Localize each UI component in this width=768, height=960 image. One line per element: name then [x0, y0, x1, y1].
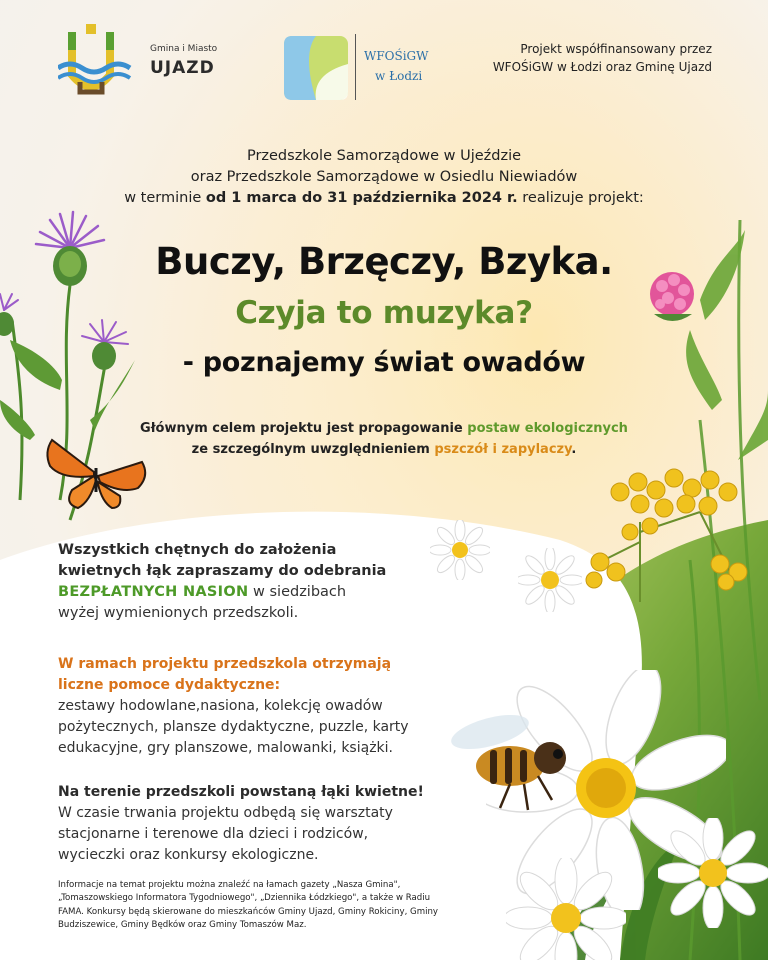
invite-rest1: w siedzibach — [253, 584, 347, 600]
intro-text — [0, 146, 768, 209]
intro-line1: Przedszkole Samorządowe w Ujeździe — [246, 148, 522, 164]
intro-date-range: od 1 marca do 31 października 2024 r. — [205, 190, 518, 206]
goal-mid: ze szczególnym uwzględnieniem — [191, 442, 430, 457]
aids-body2: pożytecznych, plansze dydaktyczne, puzzle, karty — [58, 719, 409, 735]
tansy-flower-icon — [580, 452, 760, 602]
footer-line1: Informacje na temat projektu można znaleźć na łamach gazety „Nasza Gmina", — [58, 880, 401, 890]
daisy-flower-icon — [658, 818, 768, 928]
intro-line3-pre: w terminie — [124, 190, 202, 206]
intro-line2: oraz Przedszkole Samorządowe w Osiedlu Niewiadów — [190, 169, 578, 185]
goal-orange: pszczół i zapylaczy — [434, 442, 572, 457]
goal-pre: Głównym celem projektu jest propagowanie — [140, 421, 463, 436]
title-line3: - poznajemy świat owadów — [182, 347, 586, 378]
ujazd-logo-small-text: Gmina i Miasto — [150, 44, 218, 54]
footer-line2: „Tomaszowskiego Informatora Tygodniowego", „Dziennika Łódzkiego", a także w Radiu — [58, 893, 431, 904]
wfos-logo-icon — [282, 34, 350, 102]
meadow-body3: wycieczki oraz konkursy ekologiczne. — [58, 847, 319, 863]
wfos-logo-divider — [355, 34, 356, 100]
intro-line3 — [0, 188, 768, 209]
ujazd-logo — [58, 20, 228, 102]
aids-body1: zestawy hodowlane,nasiona, kolekcję owadów — [58, 698, 383, 714]
daisy-flower-icon — [506, 858, 626, 960]
cofinance-line2: WFOŚiGW w Łodzi oraz Gminę Ujazd — [492, 60, 712, 74]
wfos-logo — [282, 32, 432, 102]
invite-line1: Wszystkich chętnych do założenia — [58, 542, 337, 558]
goal-end: . — [571, 442, 577, 457]
meadow-block — [58, 782, 438, 866]
bee-icon — [430, 712, 580, 822]
meadow-body1: W czasie trwania projektu odbędą się warsztaty — [58, 805, 393, 821]
goal-green: postaw ekologicznych — [467, 421, 628, 436]
invite-line2: kwietnych łąk zapraszamy do odebrania — [58, 563, 387, 579]
title-line1: Buczy, Brzęczy, Bzyka. — [155, 240, 613, 283]
footer-line3: FAMA. Konkursy będą skierowane do mieszkańców Gminy Ujazd, Gminy Rokiciny, Gminy — [58, 906, 438, 917]
title-line2: Czyja to muzyka? — [235, 295, 533, 331]
cofinance-note — [493, 40, 712, 76]
intro-line3-post: realizuje projekt: — [522, 190, 644, 206]
invite-line4: wyżej wymienionych przedszkoli. — [58, 605, 299, 621]
clover-flower-icon — [640, 262, 710, 332]
ujazd-logo-big-text: UJAZD — [150, 58, 215, 78]
thistle-flower-icon — [76, 318, 156, 398]
invite-line3 — [58, 582, 418, 603]
aids-body3: edukacyjne, gry planszowe, malowanki, książki. — [58, 740, 393, 756]
wfos-logo-line1: WFOŚiGW — [364, 49, 429, 63]
wfos-logo-line2: w Łodzi — [375, 69, 423, 83]
meadow-body2: stacjonarne i terenowe dla dzieci i rodziców, — [58, 826, 369, 842]
thistle-flower-icon — [28, 208, 148, 328]
daisy-flower-icon — [518, 548, 582, 612]
cofinance-line1: Projekt współfinansowany przez — [520, 42, 712, 56]
meadow-head: Na terenie przedszkoli powstaną łąki kwietne! — [58, 784, 424, 800]
teaching-aids-block — [58, 654, 438, 759]
butterfly-icon — [42, 432, 152, 512]
invite-block — [58, 540, 418, 624]
daisy-flower-icon — [430, 520, 490, 580]
thistle-flower-icon — [0, 290, 30, 350]
free-seeds-highlight: BEZPŁATNYCH NASION — [58, 584, 249, 600]
aids-head2: liczne pomoce dydaktyczne: — [58, 677, 281, 693]
aids-head1: W ramach projektu przedszkola otrzymają — [58, 656, 392, 672]
ujazd-logo-icon — [58, 20, 138, 100]
footer-line4: Budziszewice, Gminy Będków oraz Gminy Tomaszów Maz. — [58, 919, 307, 930]
footer-note — [58, 879, 498, 932]
